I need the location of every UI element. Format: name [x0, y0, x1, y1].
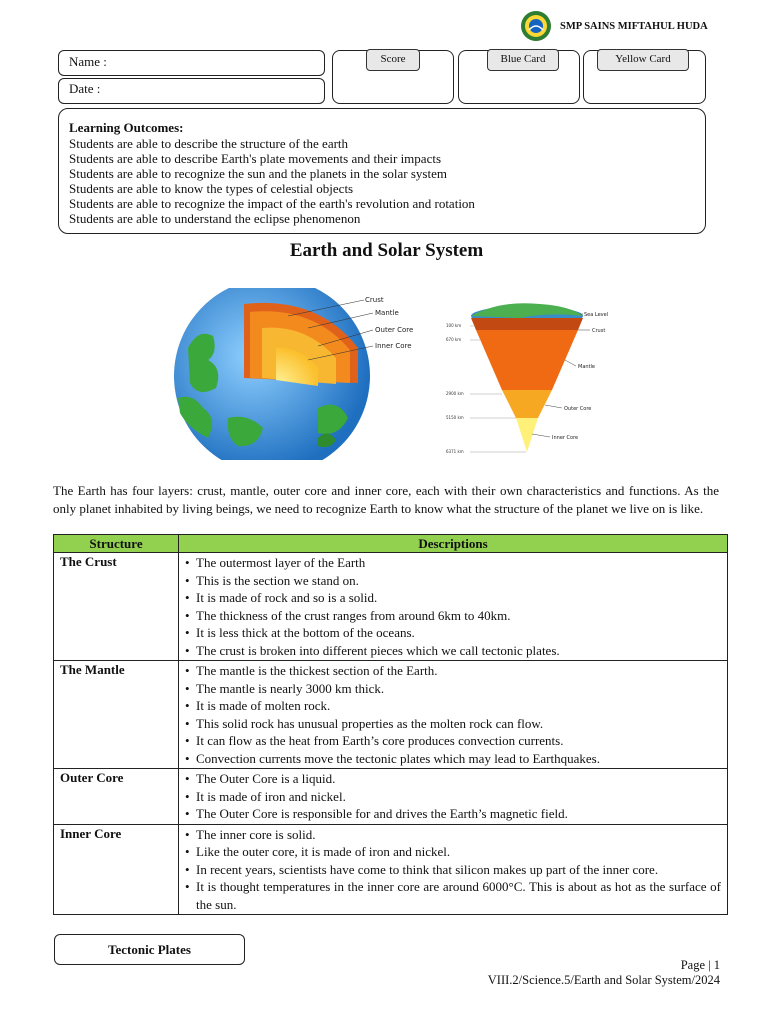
- table-row: [54, 553, 728, 661]
- school-header: [520, 10, 708, 42]
- figure-label-crust: Crust: [365, 296, 384, 304]
- school-crest-icon: [520, 10, 552, 42]
- earth-layers-illustration: [168, 288, 440, 460]
- table-row: [54, 769, 728, 825]
- cone-label-sea-level: Sea Level: [584, 312, 609, 318]
- name-field[interactable]: [58, 50, 325, 76]
- table-row: [54, 824, 728, 915]
- learning-outcome-item: Students are able to describe Earth's plate movements and their impacts: [69, 151, 442, 166]
- learning-outcome-item: Students are able to recognize the sun and the planets in the solar system: [69, 166, 447, 181]
- footer: [488, 958, 720, 988]
- earth-structure-table: [53, 534, 728, 915]
- date-field[interactable]: [58, 78, 325, 104]
- list-item: • The Outer Core is a liquid.: [185, 770, 721, 788]
- tectonic-plates-heading: Tectonic Plates: [54, 934, 245, 965]
- learning-outcome-item: Students are able to know the types of celestial objects: [69, 181, 354, 196]
- figure-label-mantle: Mantle: [375, 309, 399, 317]
- list-item: • The outermost layer of the Earth: [185, 554, 721, 572]
- score-label: Score: [366, 49, 420, 71]
- learning-outcome-item: Students are able to recognize the impact of the earth's revolution and rotation: [69, 196, 475, 211]
- document-code: VIII.2/Science.5/Earth and Solar System/2024: [487, 973, 720, 987]
- list-item: • The mantle is the thickest section of the Earth.: [185, 662, 721, 680]
- structure-name: The Mantle: [54, 661, 179, 769]
- cone-inner-core: [516, 418, 538, 452]
- header-structure: Structure: [54, 535, 179, 553]
- name-label: Name :: [69, 54, 107, 69]
- description-cell: [179, 769, 728, 825]
- learning-outcome-item: Students are able to understand the eclipse phenomenon: [69, 211, 361, 226]
- depth-label: 6371 km: [446, 449, 464, 454]
- list-item: • Like the outer core, it is made of iron and nickel.: [185, 843, 721, 861]
- depth-label: 100 km: [446, 323, 462, 328]
- description-cell: [179, 824, 728, 915]
- learning-outcomes-title: Learning Outcomes:: [69, 120, 184, 135]
- list-item: • The crust is broken into different pieces which we call tectonic plates.: [185, 642, 721, 660]
- figure-label-outer-core: Outer Core: [375, 326, 414, 334]
- depth-label: 2900 km: [446, 391, 464, 396]
- list-item: • The inner core is solid.: [185, 826, 721, 844]
- list-item: • It is made of iron and nickel.: [185, 788, 721, 806]
- description-cell: [179, 553, 728, 661]
- cone-label-outer-core: Outer Core: [564, 406, 592, 412]
- header-descriptions: Descriptions: [179, 535, 728, 553]
- learning-outcome-item: Students are able to describe the structure of the earth: [69, 136, 349, 151]
- school-name: SMP SAINS MIFTAHUL HUDA: [560, 20, 708, 32]
- list-item: • The mantle is nearly 3000 km thick.: [185, 680, 721, 698]
- cone-outer-core: [502, 390, 552, 418]
- cone-crust: [471, 318, 583, 330]
- description-cell: [179, 661, 728, 769]
- list-item: • The Outer Core is responsible for and drives the Earth’s magnetic field.: [185, 805, 721, 823]
- list-item: • It is thought temperatures in the inner core are around 6000°C. This is about as hot as the surface of the sun.: [185, 878, 721, 913]
- cone-label-mantle: Mantle: [578, 364, 595, 370]
- list-item: • It is made of molten rock.: [185, 697, 721, 715]
- list-item: • It is made of rock and so is a solid.: [185, 589, 721, 607]
- list-item: • This is the section we stand on.: [185, 572, 721, 590]
- list-item: • This solid rock has unusual properties as the molten rock can flow.: [185, 715, 721, 733]
- structure-name: The Crust: [54, 553, 179, 661]
- intro-paragraph: The Earth has four layers: crust, mantle, outer core and inner core, each with their own characteristics and functions. As the only planet inhabited by living beings, we need to recognize Earth to know what the structure of the planet we live on is like.: [53, 483, 719, 516]
- page-number: Page | 1: [680, 958, 720, 972]
- earth-cross-section-illustration: [440, 300, 630, 460]
- structure-name: Outer Core: [54, 769, 179, 825]
- cone-mantle: [476, 330, 578, 390]
- blue-card-label: Blue Card: [487, 49, 559, 71]
- yellow-card-label: Yellow Card: [597, 49, 689, 71]
- table-row: [54, 661, 728, 769]
- list-item: • In recent years, scientists have come to think that silicon makes up part of the inner core.: [185, 861, 721, 879]
- cone-label-inner-core: Inner Core: [552, 435, 579, 441]
- table-header-row: [54, 535, 728, 553]
- list-item: • The thickness of the crust ranges from around 6km to 40km.: [185, 607, 721, 625]
- cone-label-crust: Crust: [592, 328, 606, 334]
- list-item: • It can flow as the heat from Earth’s core produces convection currents.: [185, 732, 721, 750]
- depth-label: 5150 km: [446, 415, 464, 420]
- page-title: Earth and Solar System: [289, 240, 484, 261]
- figure-label-inner-core: Inner Core: [375, 342, 412, 350]
- date-label: Date :: [69, 81, 101, 96]
- list-item: • Convection currents move the tectonic plates which may lead to Earthquakes.: [185, 750, 721, 768]
- depth-label: 670 km: [446, 337, 462, 342]
- list-item: • It is less thick at the bottom of the oceans.: [185, 624, 721, 642]
- learning-outcomes-box: [58, 108, 706, 234]
- structure-name: Inner Core: [54, 824, 179, 915]
